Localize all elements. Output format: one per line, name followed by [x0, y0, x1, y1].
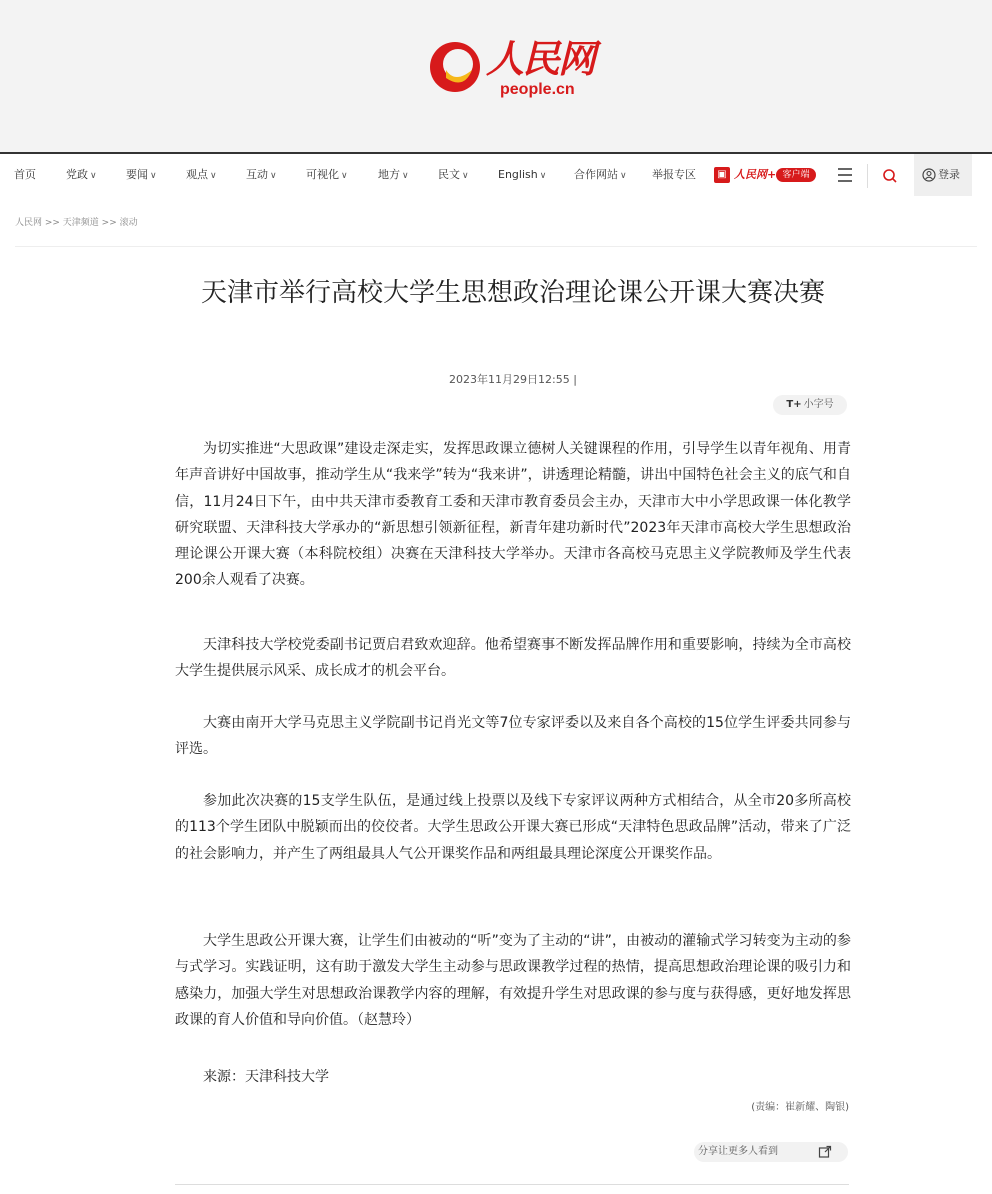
app-download-badge[interactable] [714, 166, 816, 184]
people-logo-icon [428, 40, 482, 94]
article-paragraph: 大赛由南开大学马克思主义学院副书记肖光文等7位专家评委以及来自各个高校的15位学生评委共同参与评选。 [175, 715, 851, 758]
chevron-down-icon: ∨ [270, 171, 277, 181]
nav-item-local[interactable] [378, 167, 409, 184]
share-label: 分享让更多人看到 [698, 1146, 778, 1157]
search-icon[interactable] [882, 168, 898, 184]
article-source: 来源：天津科技大学 [203, 1069, 329, 1085]
article-paragraph: 参加此次决赛的15支学生队伍，是通过线上投票以及线下专家评议两种方式相结合，从全市20多所高校的113个学生团队中脱颖而出的佼佼者。大学生思政公开课大赛已形成“天津特色思政品牌”活动，带来了广泛的社会影响力，并产生了两组最具人气公开课奖作品和两组最具理论深度公开课奖作品。 [175, 793, 851, 862]
chevron-down-icon: ∨ [341, 171, 348, 181]
app-icon: ▣ [714, 167, 730, 183]
chevron-down-icon: ∨ [620, 171, 627, 181]
user-icon [922, 168, 936, 182]
breadcrumb[interactable]: 人民网 >> 天津频道 >> 滚动 [15, 218, 138, 228]
site-header [0, 0, 992, 152]
nav-item-label: 民文 [438, 168, 460, 181]
nav-item-label: 党政 [66, 168, 88, 181]
article-paragraph: 为切实推进“大思政课”建设走深走实，发挥思政课立德树人关键课程的作用，引导学生以青年视角、用青年声音讲好中国故事，推动学生从“我来学”转为“我来讲”，讲透理论精髓，讲出中国特色社会主义的底气和自信，11月24日下午，由中共天津市委教育工委和天津市教育委员会主办，天津市大中小学思政课一体化教学研究联盟、天津科技大学承办的“新思想引领新征程，新青年建功新时代”2023年天津市高校大学生思想政治理论课公开课大赛（本科院校组）决赛在天津科技大学举办。天津市各高校马克思主义学院教师及学生代表200余人观看了决赛。 [175, 441, 851, 589]
chevron-down-icon: ∨ [402, 171, 409, 181]
nav-item-visual[interactable] [306, 167, 348, 184]
nav-item-label: 可视化 [306, 168, 339, 181]
font-size-label: 小字号 [803, 399, 834, 410]
chevron-down-icon: ∨ [462, 171, 469, 181]
nav-item-english[interactable] [498, 167, 546, 184]
divider [15, 246, 977, 247]
share-icon [818, 1145, 832, 1159]
article-title: 天津市举行高校大学生思想政治理论课公开课大赛决赛 [200, 278, 825, 308]
nav-item-label: 首页 [14, 168, 36, 181]
hamburger-menu-icon[interactable] [838, 168, 852, 182]
nav-item-news[interactable] [126, 167, 157, 184]
article-editor: (责编：崔新耀、陶银) [751, 1102, 849, 1113]
font-size-icon: T+ [786, 399, 802, 410]
nav-divider [867, 164, 868, 188]
article-paragraph: 天津科技大学校党委副书记贾启君致欢迎辞。他希望赛事不断发挥品牌作用和重要影响，持续为全市高校大学生提供展示风采、成长成才的机会平台。 [175, 637, 851, 680]
nav-item-label: 合作网站 [574, 168, 618, 181]
main-nav [0, 152, 992, 196]
nav-item-politics[interactable] [66, 167, 97, 184]
divider [175, 1184, 849, 1185]
nav-item-interact[interactable] [246, 167, 277, 184]
article-meta: 2023年11月29日12:55 | [449, 373, 577, 386]
nav-item-label: 观点 [186, 168, 208, 181]
chevron-down-icon: ∨ [150, 171, 157, 181]
app-badge-pill: 客户端 [776, 168, 816, 182]
nav-item-label: 要闻 [126, 168, 148, 181]
login-button[interactable] [914, 154, 972, 196]
share-button[interactable] [694, 1142, 848, 1162]
nav-item-report[interactable] [652, 167, 696, 183]
nav-item-ethnic[interactable] [438, 167, 469, 184]
nav-item-label: English [498, 168, 538, 181]
chevron-down-icon: ∨ [90, 171, 97, 181]
font-size-toggle-button[interactable] [773, 395, 847, 415]
chevron-down-icon: ∨ [210, 171, 217, 181]
login-label: 登录 [938, 168, 960, 181]
logo-chinese: 人民网 [486, 36, 595, 81]
nav-item-label: 举报专区 [652, 168, 696, 181]
logo-english: people.cn [500, 81, 575, 98]
nav-item-home[interactable] [14, 167, 36, 183]
nav-item-opinion[interactable] [186, 167, 217, 184]
nav-item-label: 互动 [246, 168, 268, 181]
article-paragraph: 大学生思政公开课大赛，让学生们由被动的“听”变为了主动的“讲”，由被动的灌输式学习转变为主动的参与式学习。实践证明，这有助于激发大学生主动参与思政课教学过程的热情，提高思想政治理论课的吸引力和感染力，加强大学生对思想政治课教学内容的理解，有效提升学生对思政课的参与度与获得感，更好地发挥思政课的育人价值和导向价值。（赵慧玲） [175, 933, 851, 1028]
app-badge-text: 人民网+ [734, 168, 777, 181]
nav-item-label: 地方 [378, 168, 400, 181]
chevron-down-icon: ∨ [539, 171, 547, 181]
nav-item-partners[interactable] [574, 167, 627, 184]
site-logo[interactable] [428, 36, 598, 102]
